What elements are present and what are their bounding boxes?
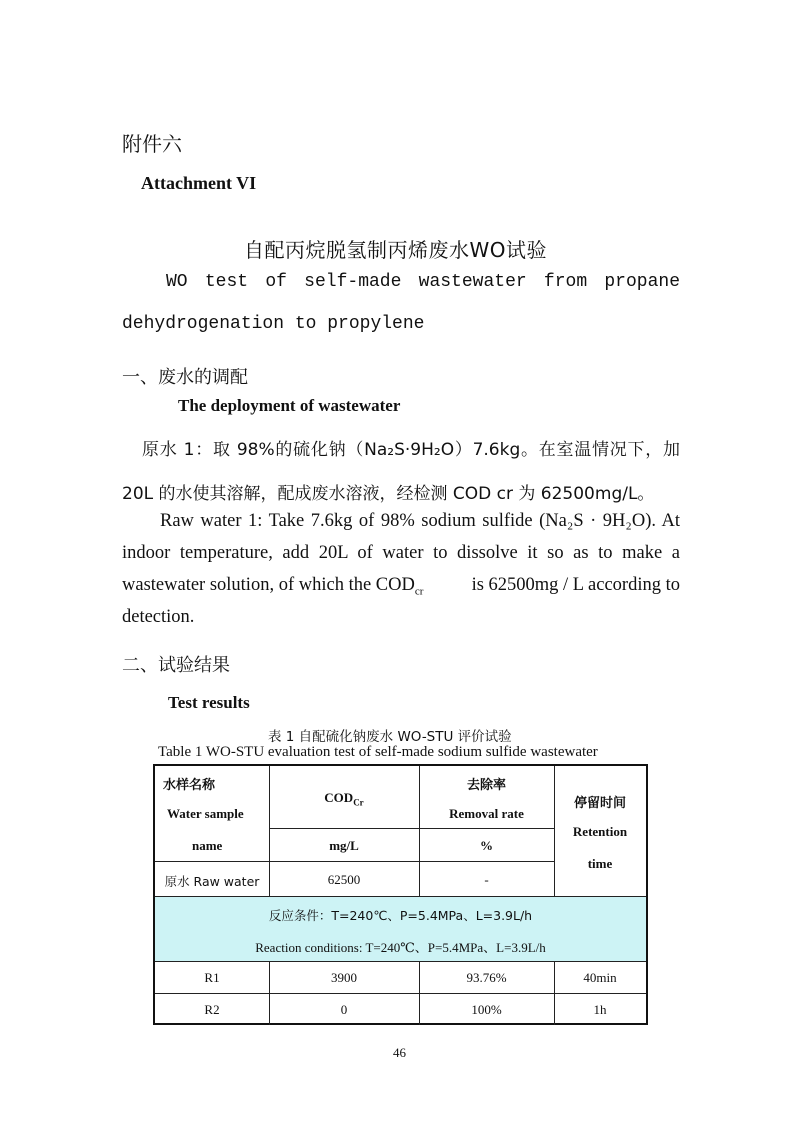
header-removal-cn: 去除率 xyxy=(466,778,506,793)
table-line xyxy=(269,828,554,829)
section1-paragraph-en-line2: indoor temperature, add 20L of water to dissolve it so as to make a xyxy=(122,543,680,563)
section1-paragraph-cn-line1: 原水 1：取 98%的硫化钠（Na₂S·9H₂O）7.6kg。在室温情况下，加 xyxy=(142,440,680,460)
results-table xyxy=(153,764,648,1025)
raw-water-cod: 62500 xyxy=(327,872,361,887)
row-r2-removal: 100% xyxy=(471,1002,502,1017)
table-caption-cn: 表 1 自配硫化钠废水 WO-STU 评价试验 xyxy=(268,729,512,745)
section1-paragraph-en-line1: Raw water 1: Take 7.6kg of 98% sodium sulfide (Na₂S · 9H₂O). At xyxy=(160,511,680,531)
header-sample-en1: Water sample xyxy=(167,806,244,821)
header-retention-en2: time xyxy=(587,856,613,871)
header-cod-unit: mg/L xyxy=(329,838,359,853)
raw-water-name: 原水 Raw water xyxy=(164,874,260,889)
section1-heading-cn: 一、废水的调配 xyxy=(122,367,248,388)
header-removal-en: Removal rate xyxy=(449,806,524,821)
attachment-label-en: Attachment VI xyxy=(141,173,257,193)
en-line3-part-b: is 62500mg / L according to xyxy=(471,575,680,595)
table-caption-en: Table 1 WO-STU evaluation test of self-made sodium sulfide wastewater xyxy=(158,744,598,760)
table-line xyxy=(155,861,554,862)
en-line3-part-a: wastewater solution, of which the $COD_{cr}$ xyxy=(122,575,424,598)
raw-water-removal: - xyxy=(484,872,489,887)
section1-paragraph-cn-line2: 20L 的水使其溶解，配成废水溶液，经检测 COD cr 为 62500mg/L。 xyxy=(122,484,655,504)
section2-heading-cn: 二、试验结果 xyxy=(122,655,230,676)
section1-paragraph-en-line4: detection. xyxy=(122,607,195,627)
table-line xyxy=(155,961,646,962)
section2-heading-en: Test results xyxy=(168,693,250,712)
row-r2-cod: 0 xyxy=(340,1002,348,1017)
header-sample-en2: name xyxy=(192,838,223,853)
reaction-conditions-cn: 反应条件：T=240℃、P=5.4MPa、L=3.9L/h xyxy=(268,908,533,923)
row-r1-name: R1 xyxy=(204,970,220,985)
header-sample-cn: 水样名称 xyxy=(163,778,216,793)
row-r1-time: 40min xyxy=(583,970,617,985)
header-retention-en1: Retention xyxy=(572,824,628,839)
document-title-en-line1: WO test of self-made wastewater from propane xyxy=(166,272,680,292)
row-r1-removal: 93.76% xyxy=(466,970,507,985)
table-line xyxy=(155,993,646,994)
row-r2-time: 1h xyxy=(593,1002,607,1017)
attachment-label-cn: 附件六 xyxy=(122,132,182,156)
header-retention-cn: 停留时间 xyxy=(573,796,626,811)
header-removal-unit: % xyxy=(480,838,493,853)
document-title-cn: 自配丙烷脱氢制丙烯废水WO试验 xyxy=(244,238,548,262)
row-r1-cod: 3900 xyxy=(331,970,357,985)
page-number: 46 xyxy=(393,1045,406,1060)
row-r2-name: R2 xyxy=(204,1002,220,1017)
table-line xyxy=(155,896,646,897)
document-title-en-line2: dehydrogenation to propylene xyxy=(122,314,425,334)
section1-paragraph-en-line3 xyxy=(122,575,680,598)
header-cod: $COD_{Cr}$ xyxy=(324,790,364,808)
section1-heading-en: The deployment of wastewater xyxy=(178,396,401,415)
reaction-conditions-en: Reaction conditions: T=240℃、P=5.4MPa、L=3.9L/h xyxy=(255,940,546,955)
